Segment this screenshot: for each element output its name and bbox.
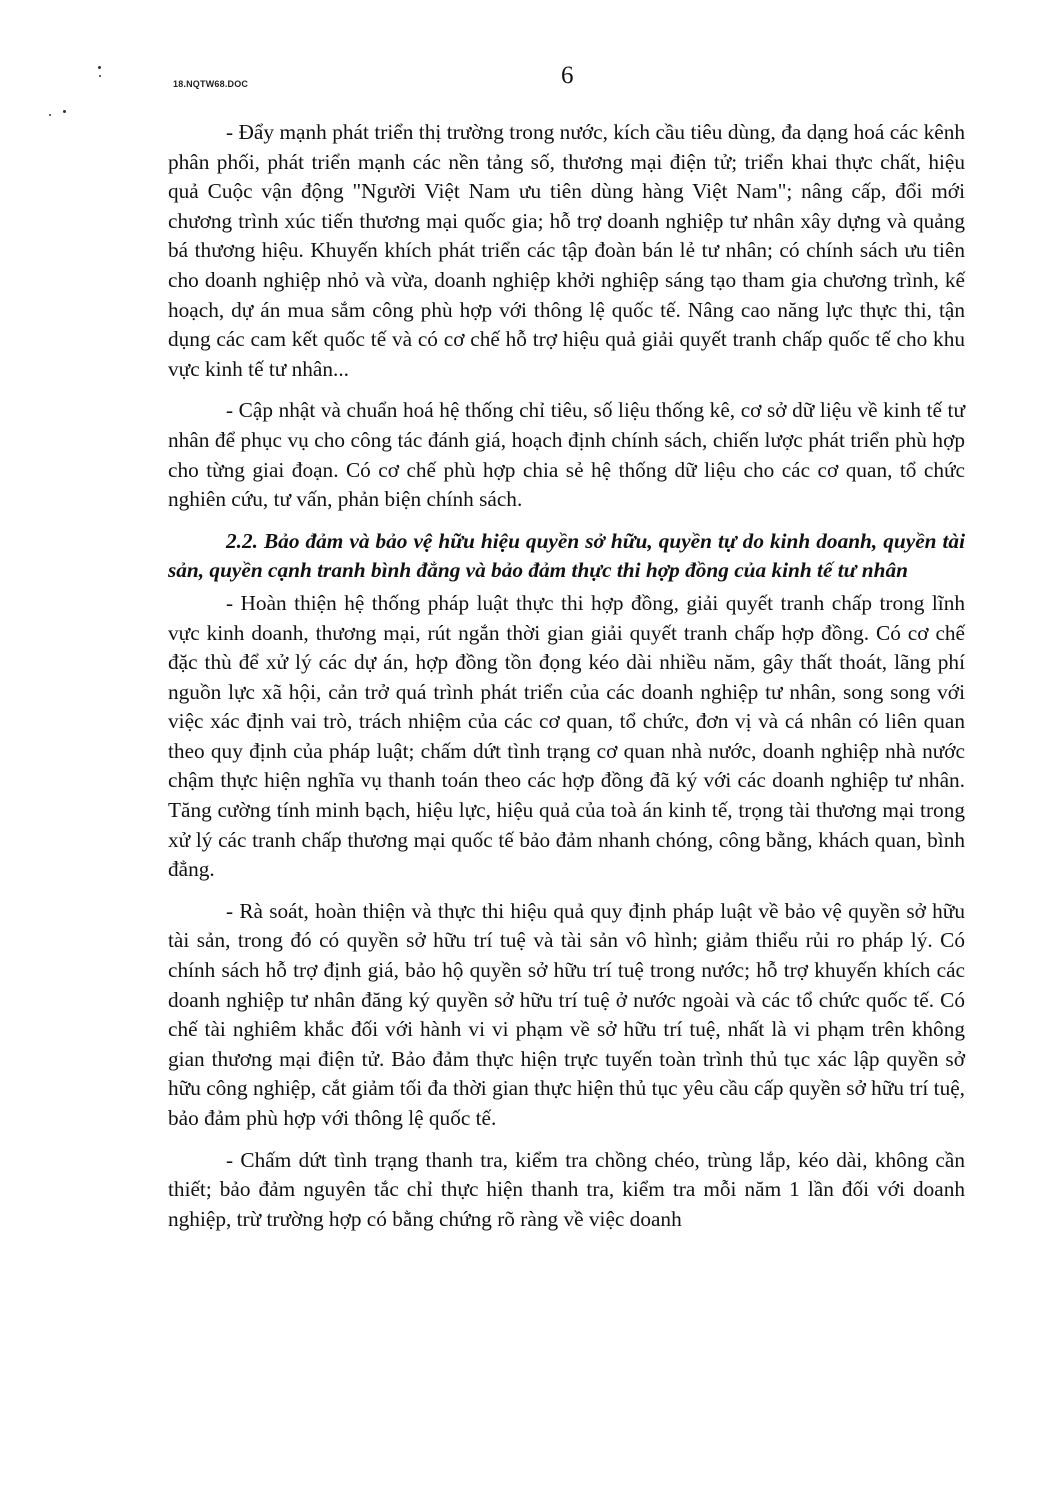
page-number: 6 [561,62,574,89]
paragraph-inspections: - Chấm dứt tình trạng thanh tra, kiểm tra chồng chéo, trùng lắp, kéo dài, không cần thiết; bảo đảm nguyên tắc chỉ thực hiện thanh tra, kiểm tra mỗi năm 1 lần đối với doanh nghiệp, trừ trường hợp có bằng chứng rõ ràng về việc doanh [168,1147,965,1231]
document-file-name: 18.NQTW68.DOC [173,79,249,89]
paragraph-statistics: - Cập nhật và chuẩn hoá hệ thống chỉ tiêu, số liệu thống kê, cơ sở dữ liệu về kinh tế tư nhân để phục vụ cho công tác đánh giá, hoạch định chính sách, chiến lược phát triển phù hợp cho từng giai đoạn. Có cơ chế phù hợp chia sẻ hệ thống dữ liệu cho các cơ quan, tổ chức nghiên cứu, tư vấn, phản biện chính sách. [168,398,965,512]
section-heading-2-2: 2.2. Bảo đảm và bảo vệ hữu hiệu quyền sở hữu, quyền tự do kinh doanh, quyền tài sản, quyền cạnh tranh bình đẳng và bảo đảm thực thi hợp đồng của kinh tế tư nhân [168,528,965,583]
paragraph-contract-enforcement: - Hoàn thiện hệ thống pháp luật thực thi hợp đồng, giải quyết tranh chấp trong lĩnh vực kinh doanh, thương mại, rút ngắn thời gian giải quyết tranh chấp hợp đồng. Có cơ chế đặc thù để xử lý các dự án, hợp đồng tồn đọng kéo dài nhiều năm, gây thất thoát, lãng phí nguồn lực xã hội, cản trở quá trình phát triển của các doanh nghiệp tư nhân, song song với việc xác định vai trò, trách nhiệm của các cơ quan, tổ chức, đơn vị và cá nhân có liên quan theo quy định của pháp luật; chấm dứt tình trạng cơ quan nhà nước, doanh nghiệp nhà nước chậm thực hiện nghĩa vụ thanh toán theo các hợp đồng đã ký với các doanh nghiệp tư nhân. Tăng cường tính minh bạch, hiệu lực, hiệu quả của toà án kinh tế, trọng tài thương mại trong xử lý các tranh chấp thương mại quốc tế bảo đảm nhanh chóng, công bằng, khách quan, bình đẳng. [168,590,965,882]
scan-speckle-marks [40,66,110,126]
paragraph-property-rights: - Rà soát, hoàn thiện và thực thi hiệu quả quy định pháp luật về bảo vệ quyền sở hữu tài sản, trong đó có quyền sở hữu trí tuệ và tài sản vô hình; giảm thiểu rủi ro pháp lý. Có chính sách hỗ trợ định giá, bảo hộ quyền sở hữu trí tuệ trong nước; hỗ trợ khuyến khích các doanh nghiệp tư nhân đăng ký quyền sở hữu trí tuệ ở nước ngoài và các tổ chức quốc tế. Có chế tài nghiêm khắc đối với hành vi vi phạm về sở hữu trí tuệ, nhất là vi phạm trên không gian thương mại điện tử. Bảo đảm thực hiện trực tuyến toàn trình thủ tục xác lập quyền sở hữu công nghiệp, cắt giảm tối đa thời gian thực hiện thủ tục yêu cầu cấp quyền sở hữu trí tuệ, bảo đảm phù hợp với thông lệ quốc tế. [168,898,965,1130]
paragraph-domestic-market: - Đẩy mạnh phát triển thị trường trong nước, kích cầu tiêu dùng, đa dạng hoá các kênh phân phối, phát triển mạnh các nền tảng số, thương mại điện tử; triển khai thực chất, hiệu quả Cuộc vận động "Người Việt Nam ưu tiên dùng hàng Việt Nam"; nâng cấp, đổi mới chương trình xúc tiến thương mại quốc gia; hỗ trợ doanh nghiệp tư nhân xây dựng và quảng bá thương hiệu. Khuyến khích phát triển các tập đoàn bán lẻ tư nhân; có chính sách ưu tiên cho doanh nghiệp nhỏ và vừa, doanh nghiệp khởi nghiệp sáng tạo tham gia chương trình, kế hoạch, dự án mua sắm công phù hợp với thông lệ quốc tế. Nâng cao năng lực thực thi, tận dụng các cam kết quốc tế và có cơ chế hỗ trợ hiệu quả giải quyết tranh chấp quốc tế cho khu vực kinh tế tư nhân... [168,120,965,381]
document-body [168,118,965,1246]
